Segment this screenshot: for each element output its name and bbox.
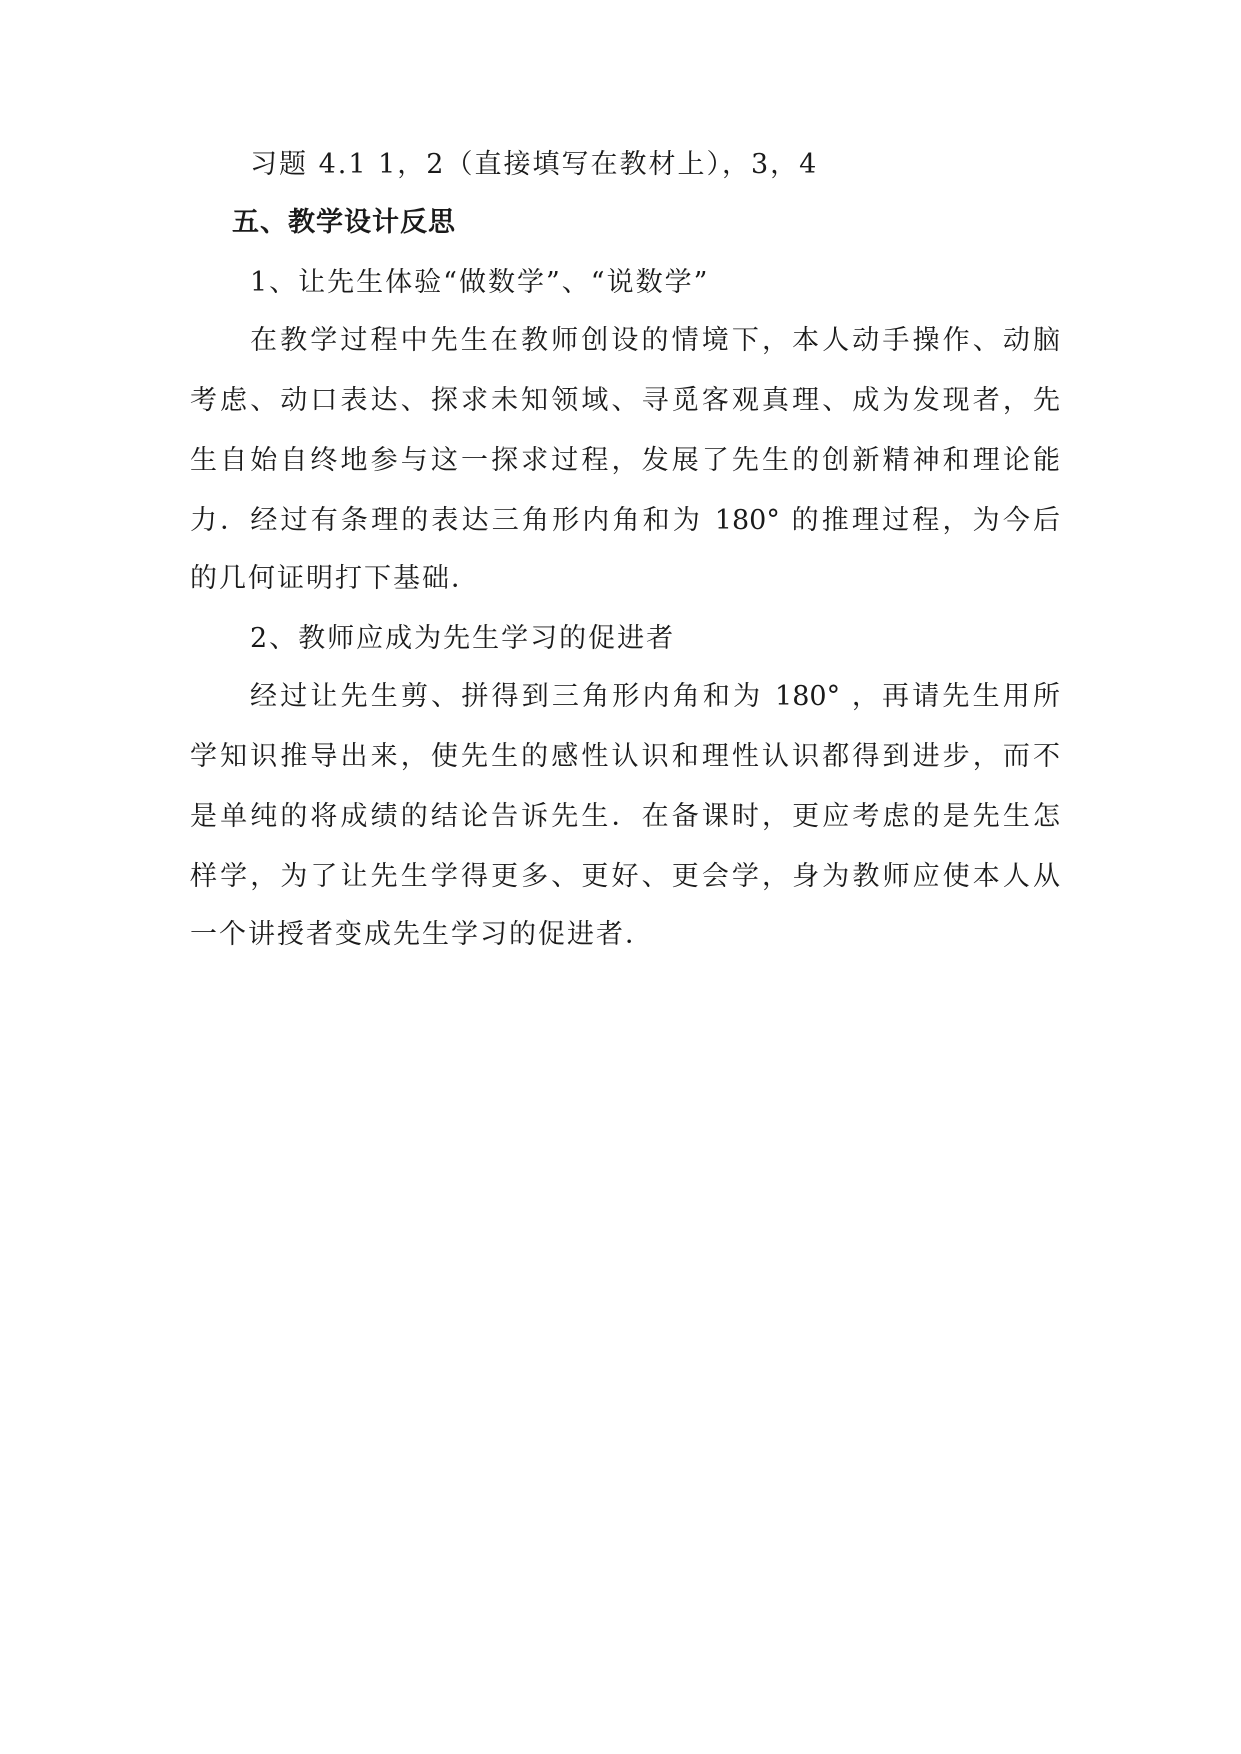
section-heading: 五、教学设计反思	[232, 207, 456, 238]
paragraph1-line: 考虑、动口表达、探求未知领域、寻觅客观真理、成为发现者，先	[190, 385, 1060, 416]
paragraph2-line: 是单纯的将成绩的结论告诉先生．在备课时，更应考虑的是先生怎	[190, 801, 1060, 832]
exercise-line: 习题 4.1 1，2（直接填写在教材上），3，4	[250, 149, 819, 180]
paragraph1-line: 生自始自终地参与这一探求过程，发展了先生的创新精神和理论能	[190, 445, 1060, 476]
paragraph1-line: 在教学过程中先生在教师创设的情境下，本人动手操作、动脑	[250, 325, 1060, 356]
paragraph1-line: 的几何证明打下基础．	[190, 563, 480, 594]
paragraph2-line: 样学，为了让先生学得更多、更好、更会学，身为教师应使本人从	[190, 861, 1060, 892]
paragraph1-line: 力．经过有条理的表达三角形内角和为 180° 的推理过程，为今后	[190, 505, 1060, 536]
paragraph2-line: 一个讲授者变成先生学习的促进者．	[190, 919, 654, 950]
point1-title: 1、让先生体验“做数学”、“说数学”	[250, 267, 710, 298]
paragraph2-line: 经过让先生剪、拼得到三角形内角和为 180° ，再请先生用所	[250, 681, 1060, 712]
paragraph2-line: 学知识推导出来，使先生的感性认识和理性认识都得到进步，而不	[190, 741, 1060, 772]
point2-title: 2、教师应成为先生学习的促进者	[250, 623, 676, 654]
